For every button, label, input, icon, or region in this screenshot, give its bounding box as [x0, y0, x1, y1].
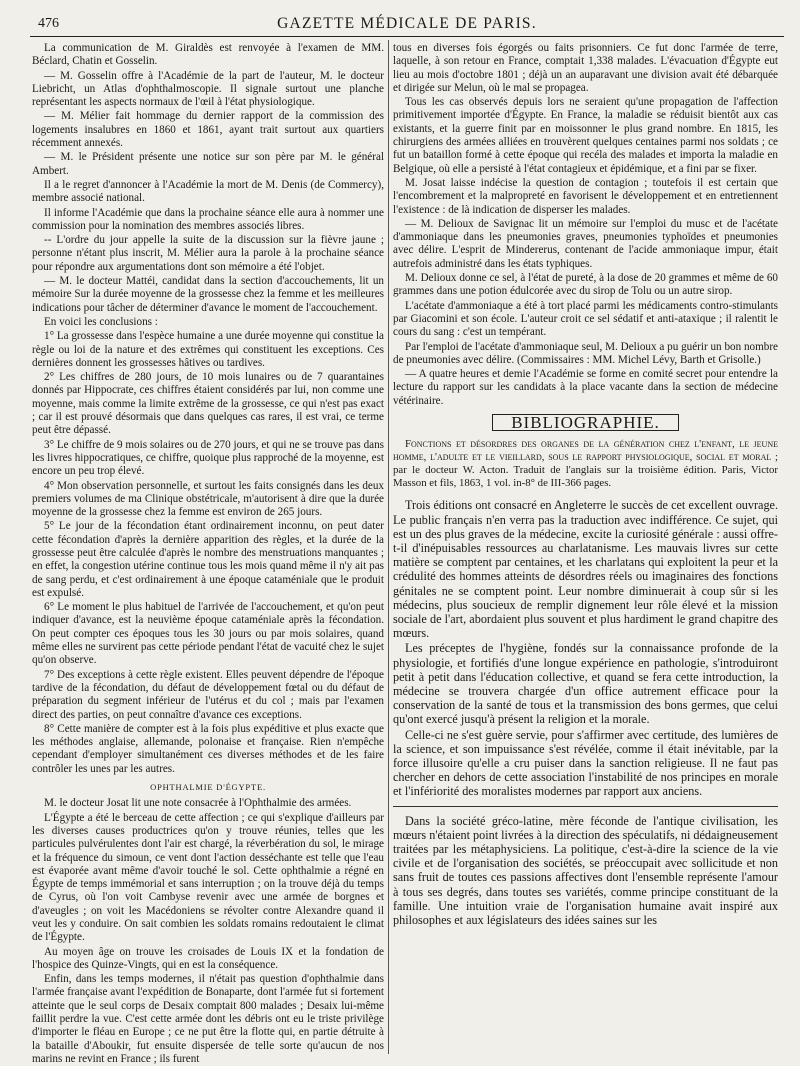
- paragraph: Il informe l'Académie que dans la prochaine séance elle aura à nommer une commission pour la nomination des membres associés libres.: [32, 206, 384, 232]
- paragraph: L'acétate d'ammoniaque a été à tort placé parmi les médicaments contro-stimulants par Giacomini et son école. L'auteur croit ce sel sédatif et anti-ataxique ; il ralentit le cours du sang : c'est un tempérant.: [393, 299, 778, 339]
- right-column: [393, 42, 778, 1054]
- paragraph: En voici les conclusions :: [44, 315, 158, 328]
- paragraph: Tous les cas observés depuis lors ne seraient qu'une propagation de l'affection primitivement importée d'Égypte. En France, la maladie se réduisit bientôt aux cas existants, et la guerre finit par en moissonner le plus grand nombre. En 1815, les chirurgiens des armées alliées en trouvèrent quelques centaines parmi nos soldats ; ce fut un bataillon formé à cette époque qui recéla des malades et importa la maladie en Belgique, où elle a persisté à l'état contagieux et épidémique, et a fini par se fixer.: [393, 96, 778, 175]
- paragraph: 4° Mon observation personnelle, et surtout les faits consignés dans les deux premiers volumes de ma Clinique obstétricale, m'autorisent à dire que la durée moyenne de la grossesse chez la femme est environ de 265 jours.: [32, 479, 384, 519]
- column-divider: [388, 40, 389, 1054]
- paragraph: 7° Des exceptions à cette règle existent. Elles peuvent dépendre de l'époque tardive de la fécondation, du défaut de développement fœtal ou du défaut de préparation du segment inférieur de l'utérus et du col ; mais par l'examen direct des parties, on peut connaître d'avance ces exceptions.: [32, 668, 384, 721]
- page-number: 476: [38, 16, 59, 31]
- bibliography-reference: [393, 438, 778, 490]
- paragraph: Dans la société gréco-latine, mère féconde de l'antique civilisation, les mœurs n'étaient point livrées à la direction des spéculatifs, ni dédaigneusement traitées par les métaphysiciens. La politique, c'est-à-dire la science de la vie civile et de l'organisation des sociétés, se préoccupait avec sollicitude et non sans fruit de toutes ces passions affectives dont l'ensemble représente l'amour à tous ses degrés, dans toutes ses variétés, comme principe constituant de la famille. Une intuition vraie de l'organisation humaine avait inspiré aux philosophes et aux législateurs des idées saines sur les: [393, 813, 778, 927]
- paragraph: — M. le Président présente une notice sur son père par M. le général Ambert.: [32, 151, 384, 177]
- paragraph: Enfin, dans les temps modernes, il n'était pas question d'ophthalmie dans l'armée française avant l'expédition de Bonaparte, dont l'armée fut si fortement atteinte que le seul corps de Desaix comptait 800 malades ; Desaix lui-même faillit perdre la vue. C'est cette armée dont les débris ont eu le triste privilège d'importer le fléau en Europe ; ce ne put être la flotte qui, en partie détruite à la bataille d'Aboukir, fut ensuite dispersée de telle sorte qu'aucun de nos marins ne revint en France ; ils furent: [32, 973, 384, 1065]
- section-title: OPHTHALMIE D'ÉGYPTE.: [150, 782, 266, 793]
- paragraph: Par l'emploi de l'acétate d'ammoniaque seul, M. Delioux a pu guérir un bon nombre de pneumonies avec délire. (Commissaires : MM. Michel Lévy, Barth et Grisolle.): [393, 340, 778, 366]
- paragraph: L'Égypte a été le berceau de cette affection ; ce qui s'explique d'ailleurs par les diverses causes productrices qu'on y trouve réunies, telles que les particules pulvérulentes dont l'air est chargé, la réverbération du sol, le mirage et la fréquence du simoun, ce vent dont l'action desséchante est telle que l'eau est évaporée avant même d'avoir touché le sol. Cette ophthalmie a régné en Égypte de temps immémorial et sans interruption ; on la trouve déjà du temps de Cyrus, où l'on voit Cambyse revenir avec une armée de borgnes et d'aveugles ; on voit les Macédoniens se révolter contre Alexandre quand il veut les y conduire. On sait combien les soldats romains redoutaient le climat de l'Égypte.: [32, 811, 384, 944]
- paragraph: — M. Gosselin offre à l'Académie de la part de l'auteur, M. le docteur Liebricht, un Atlas d'ophthalmoscopie. Il signale surtout une planche représentant les aspects normaux de l'œil à l'état physiologique.: [32, 69, 384, 109]
- paragraph: 8° Cette manière de compter est à la fois plus expéditive et plus exacte que les méthodes anglaise, allemande, polonaise et française. Rien n'empêche cependant d'employer simultanément ces diverses méthodes et de les faire contrôler les unes par les autres.: [32, 722, 384, 775]
- page-header: [30, 14, 784, 37]
- bibliography-reference-title: Fonctions et désordres des organes de la génération chez l'enfant, le jeune homme, l'adulte et le vieillard, sous le rapport physiologique, social et moral ;: [393, 438, 778, 464]
- paragraph: 1° La grossesse dans l'espèce humaine a une durée moyenne qui constitue la règle ou loi de la nature et des extrêmes qui constituent les exceptions. Ces dernières donnent les grossesses hâtives ou tardives.: [32, 330, 384, 369]
- paragraph: Il a le regret d'annoncer à l'Académie la mort de M. Denis (de Commercy), membre associé national.: [32, 178, 384, 205]
- bibliography-heading: [393, 414, 778, 432]
- paragraph: tous en diverses fois égorgés ou faits prisonniers. Ce fut donc l'armée de terre, laquelle, à son retour en France, comptait 1,338 malades. L'évacuation d'Égypte eut lieu au mois d'octobre 1801 ; déjà un an auparavant une division avait été débarquée et dirigée sur Melun, où le mal se propagea.: [393, 42, 778, 94]
- paragraph: — M. Delioux de Savignac lit un mémoire sur l'emploi du musc et de l'acétate d'ammoniaque dans les pneumonies graves, pneumonies typhoïdes et pneumonies avec délire. L'esprit de Mindererus, contenant de l'acide ammoniaque impur, était autrefois administré dans les états typhiques.: [393, 217, 778, 270]
- journal-title: GAZETTE MÉDICALE DE PARIS.: [277, 15, 537, 32]
- paragraph: M. Delioux donne ce sel, à l'état de pureté, à la dose de 20 grammes et même de 60 grammes dans une potion édulcorée avec du sirop de Tolu ou un autre sirop.: [393, 272, 778, 298]
- paragraph: — A quatre heures et demie l'Académie se forme en comité secret pour entendre la lecture du rapport sur les candidats à la place vacante dans la section de médecine vétérinaire.: [393, 368, 778, 407]
- paragraph: — M. le docteur Mattéi, candidat dans la section d'accouchements, lit un mémoire Sur la durée moyenne de la grossesse chez la femme et les meilleures indications pour tâcher de déterminer d'avance le moment de l'accouchement.: [32, 275, 384, 314]
- paragraph: M. le docteur Josat lit une note consacrée à l'Ophthalmie des armées.: [44, 797, 352, 810]
- paragraph: Trois éditions ont consacré en Angleterre le succès de cet excellent ouvrage. Le public français n'en verra pas la traduction avec indifférence. Ce sujet, qui est un des plus graves de la médecine, excite la curiosité générale : aussi offre-t-il d'inépuisables ressources au charlatanisme. Les mauvais livres sur cette matière se comptent par centaines, et les charlatans qui exploitent la peur et la crédulité des hommes atteints de désordres réels ou imaginaires des fonctions génitales ne se comptent point. Leur nombre diminuerait à coup sûr si les médecins, plus soucieux de remplir dignement leur rôle élevé et la mission sociale de l'art, abordaient plus souvent et plus hardiment le grand chapitre des mœurs.: [393, 498, 778, 641]
- paragraph: M. Josat laisse indécise la question de contagion ; toutefois il est certain que l'encombrement et la malpropreté en favorisent le développement et en entretiennent l'existence : de là indication de disperser les malades.: [393, 176, 778, 216]
- section-separator: [393, 806, 778, 807]
- paragraph: La communication de M. Giraldès est renvoyée à l'examen de MM. Béclard, Chatin et Gosselin.: [32, 42, 384, 68]
- paragraph: -- L'ordre du jour appelle la suite de la discussion sur la fièvre jaune ; personne n'étant plus inscrit, M. Mélier aura la parole à la prochaine séance pour répondre aux argumentations dont son mémoire a été l'objet.: [32, 234, 384, 273]
- bibliography-title: BIBLIOGRAPHIE.: [492, 414, 679, 431]
- bibliography-reference-details: par le docteur W. Acton. Traduit de l'anglais sur la troisième édition. Paris, Victor Masson et fils, 1863, 1 vol. in-8° de III-366 pages.: [393, 464, 778, 490]
- paragraph: 2° Les chiffres de 280 jours, de 10 mois lunaires ou de 7 quarantaines donnés par Hippocrate, ces chiffres étaient considérés par lui, non comme une moyenne, mais comme la limite extrême de la grossesse, ce qui n'est pas exact ; car il est prouvé désormais que dans quelques cas rares, il est vrai, ce terme peut être dépassé.: [32, 371, 384, 437]
- paragraph: Celle-ci ne s'est guère servie, pour s'affirmer avec certitude, des lumières de la science, et son impuissance s'est révélée, comme il était inévitable, par la force illusoire qu'elle a cru puiser dans la sanction religieuse. Il ne faut pas chercher en dehors de cette association l'instabilité de nos principes en morale et l'infériorité des moralistes modernes par rapport aux anciens.: [393, 727, 778, 799]
- left-column: [32, 42, 384, 1065]
- paragraph: Les préceptes de l'hygiène, fondés sur la connaissance profonde de la physiologie, et fortifiés d'une longue expérience en pathologie, s'introduiront petit à petit dans l'éducation collective, et quand se fera cette introduction, la médecine se trouvera chargée d'un office autrement efficace pour la conservation de la santé de tous et la transmission des bons germes, que celui qu'ont exercé jusqu'à présent la religion et la morale.: [393, 641, 778, 727]
- paragraph: Au moyen âge on trouve les croisades de Louis IX et la fondation de l'hospice des Quinze-Vingts, qui en est la conséquence.: [32, 945, 384, 971]
- paragraph: — M. Mélier fait hommage du dernier rapport de la commission des logements insalubres en 1860 et 1861, ayant trait surtout aux quartiers récemment annexés.: [32, 110, 384, 150]
- paragraph: 5° Le jour de la fécondation étant ordinairement inconnu, on peut dater cette fécondation d'après la dernière apparition des règles, et la durée de la grossesse peut être calculée d'après le nombre des menstruations manquantes ; en effet, la congestion utérine continue tous les mois quand même il n'y ait pas de sang perdu, et c'est ordinairement à une époque cataméniale que le produit est expulsé.: [32, 520, 384, 599]
- paragraph: 3° Le chiffre de 9 mois solaires ou de 270 jours, et qui ne se trouve pas dans les livres hippocratiques, ce chiffre, quoique plus rapproché de la moyenne, est encore un peu trop élevé.: [32, 438, 384, 478]
- paragraph: 6° Le moment le plus habituel de l'arrivée de l'accouchement, et qu'on peut indiquer d'avance, est la neuvième époque cataméniale après la fécondation. On peut compter ces époques tous les 30 jours ou par mois solaires, quand même elles ne survirent pas cette période pendant l'état de vacuité chez le sujet qu'on observe.: [32, 601, 384, 667]
- review-body: [393, 498, 778, 927]
